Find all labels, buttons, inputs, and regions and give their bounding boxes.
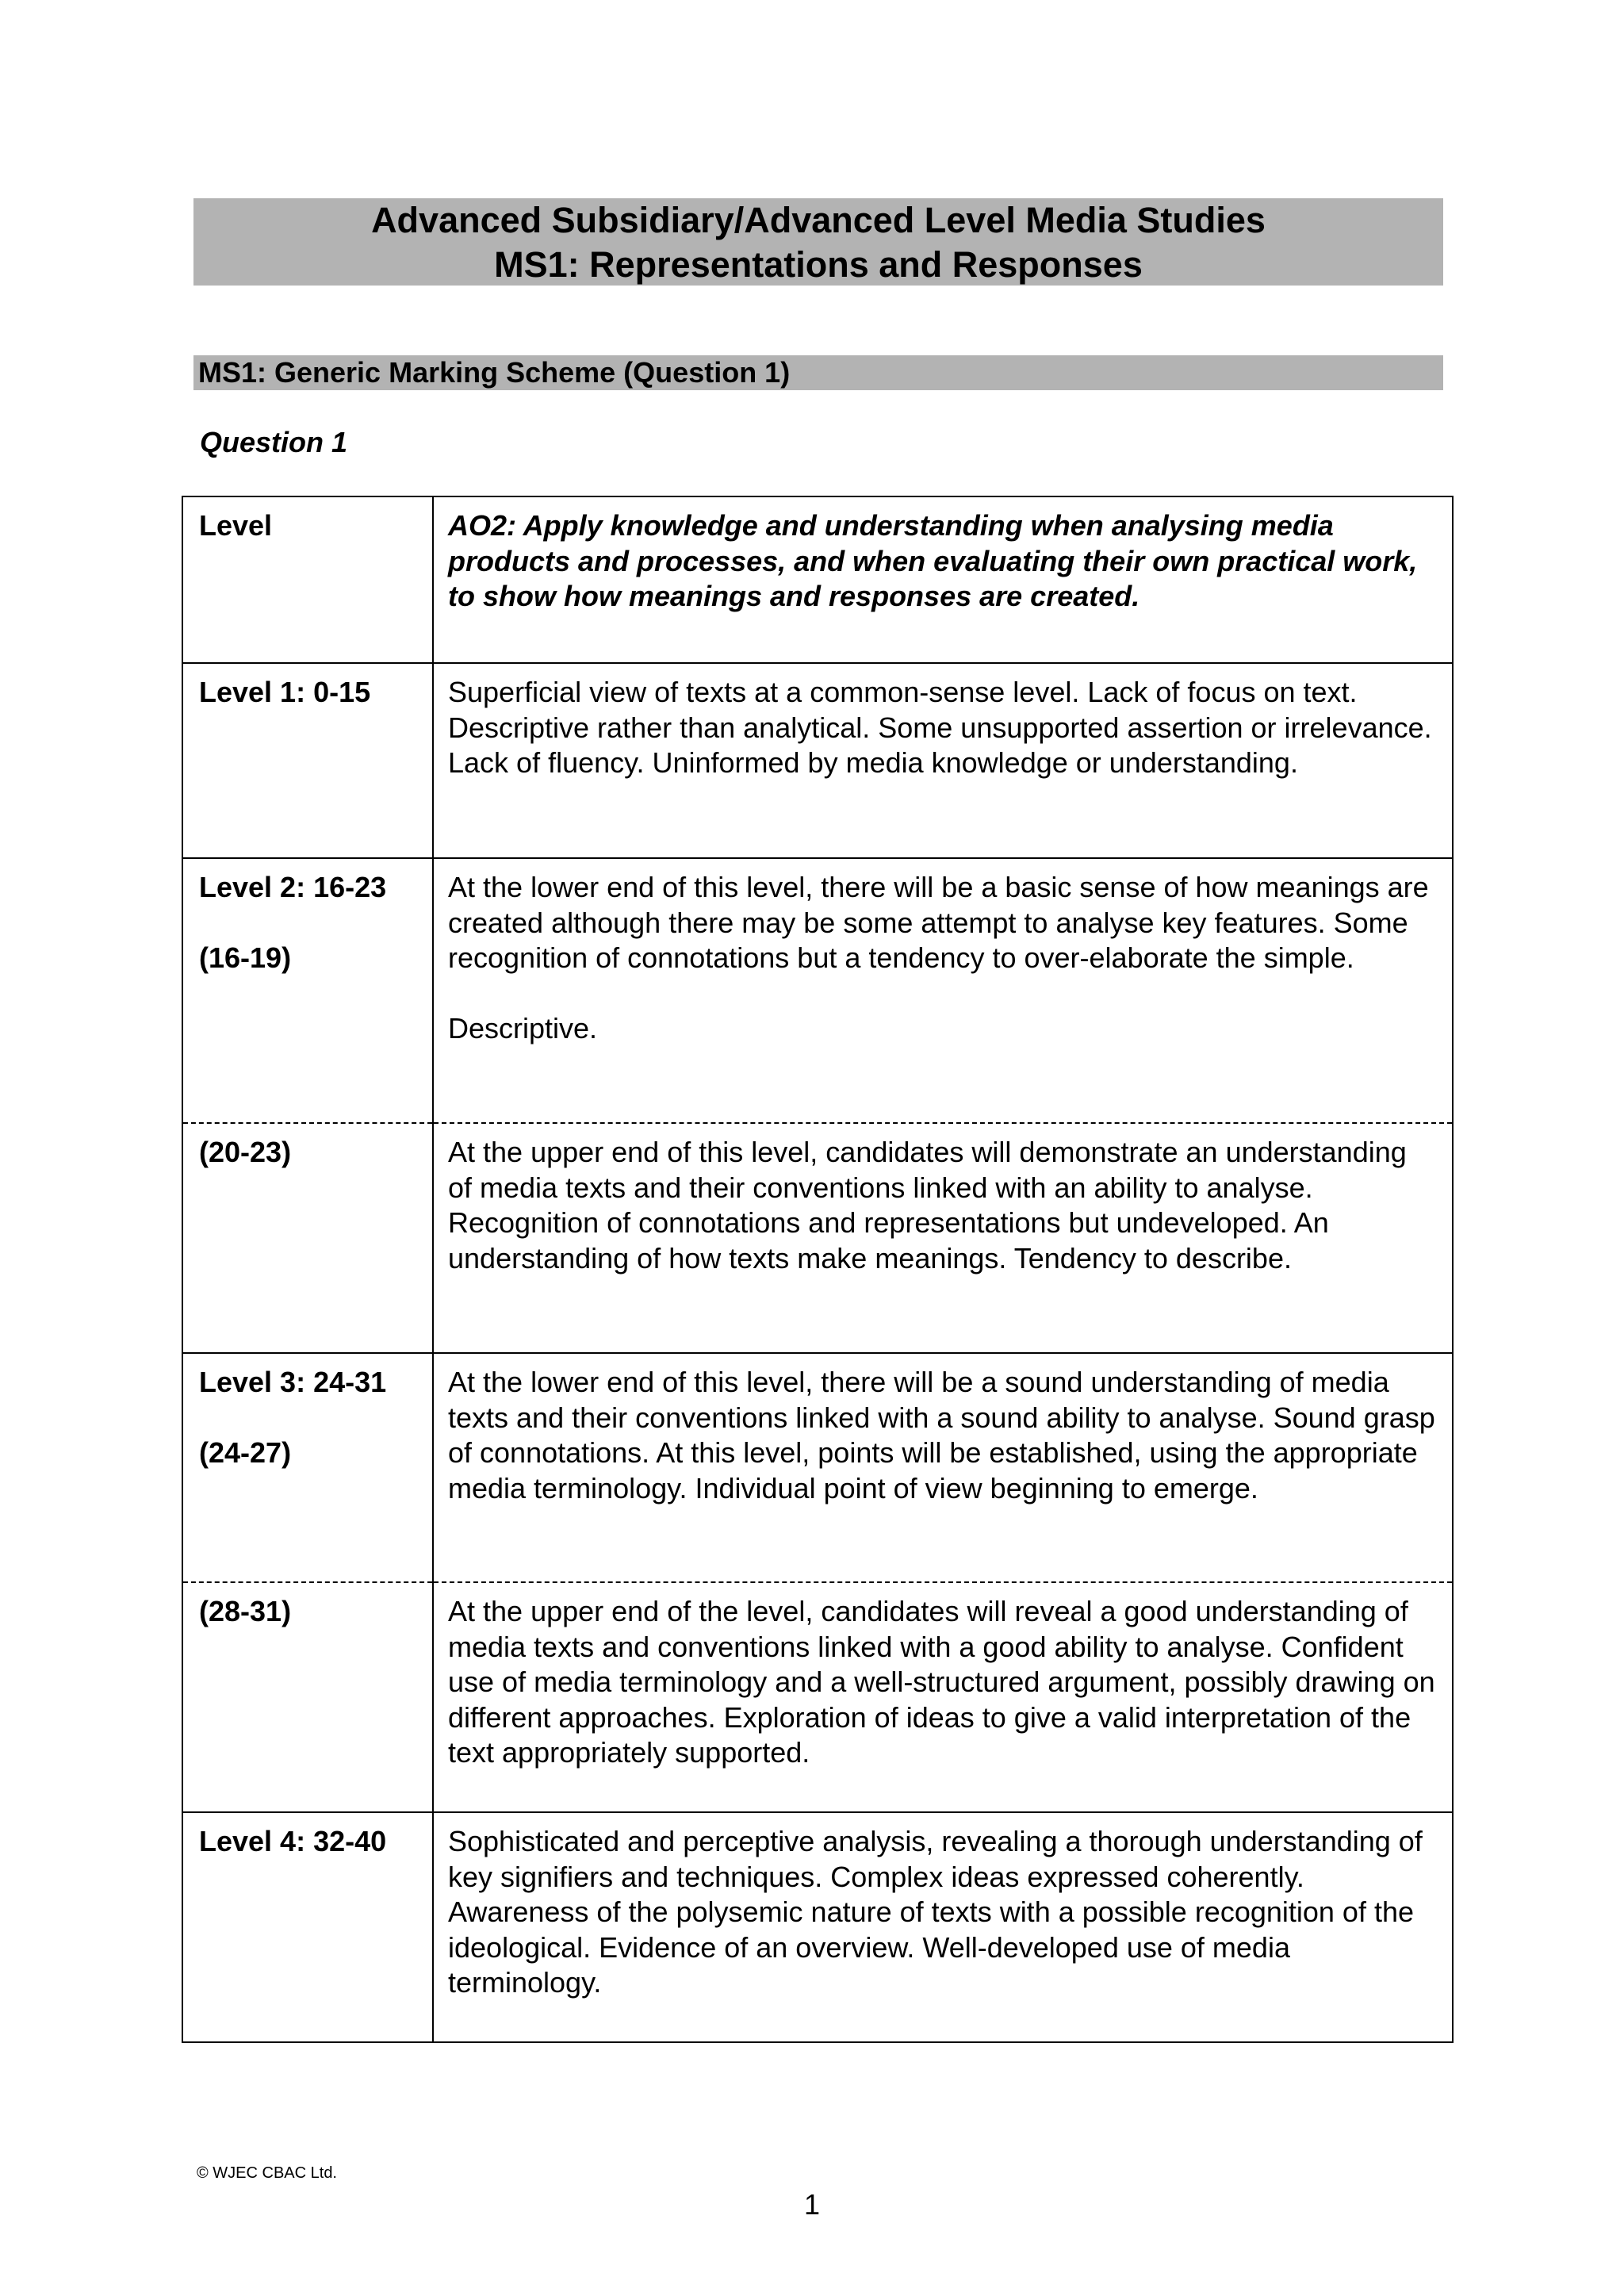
level-cell — [182, 858, 433, 1123]
level-label: Level 3: 24-31 — [199, 1366, 387, 1398]
descriptor-text-extra: Descriptive. — [448, 1011, 598, 1045]
descriptor-cell — [433, 858, 1453, 1123]
title-line-2: MS1: Representations and Responses — [494, 244, 1143, 285]
level-label: Level 2: 16-23 — [199, 871, 387, 903]
table-row — [182, 1582, 1453, 1812]
section-heading: MS1: Generic Marking Scheme (Question 1) — [193, 355, 1443, 390]
title-line-1: Advanced Subsidiary/Advanced Level Media Studies — [371, 200, 1266, 240]
header-level-cell: Level — [182, 496, 433, 663]
header-ao-cell: AO2: Apply knowledge and understanding when analysing media products and processes, and when evaluating their own practical work, to show how meanings and responses are created. — [433, 496, 1453, 663]
table-row — [182, 1123, 1453, 1353]
level-cell — [182, 1353, 433, 1582]
copyright-notice: © WJEC CBAC Ltd. — [197, 2164, 337, 2182]
descriptor-cell: At the upper end of this level, candidates will demonstrate an understanding of media texts and their conventions linked with an ability to analyse. Recognition of connotations and representations but undeveloped. An understanding of how texts make meanings. Tendency to describe. — [433, 1123, 1453, 1353]
table-row — [182, 1353, 1453, 1582]
level-cell: (20-23) — [182, 1123, 433, 1353]
question-label: Question 1 — [200, 426, 348, 458]
descriptor-cell: Sophisticated and perceptive analysis, revealing a thorough understanding of key signifiers and techniques. Complex ideas expressed coherently. Awareness of the polysemic nature of texts with a possible recognition of the ideological. Evidence of an overview. Well-developed use of media terminology. — [433, 1812, 1453, 2042]
descriptor-cell: Superficial view of texts at a common-sense level. Lack of focus on text. Descriptive rather than analytical. Some unsupported assertion or irrelevance. Lack of fluency. Uninformed by media knowledge or understanding. — [433, 663, 1453, 858]
table-row — [182, 858, 1453, 1123]
level-sub-range: (24-27) — [199, 1435, 292, 1469]
descriptor-text: At the lower end of this level, there will be a basic sense of how meanings are created although there may be some attempt to analyse key features. Some recognition of connotations but a tendency to over-elaborate the simple. — [448, 871, 1429, 974]
table-row — [182, 663, 1453, 858]
level-sub-range: (16-19) — [199, 941, 292, 974]
level-cell: (28-31) — [182, 1582, 433, 1812]
page-number: 1 — [803, 2188, 821, 2221]
descriptor-cell: At the lower end of this level, there will be a sound understanding of media texts and their conventions linked with a sound ability to analyse. Sound grasp of connotations. At this level, points will be established, using the appropriate media terminology. Individual point of view beginning to emerge. — [433, 1353, 1453, 1582]
table-header-row — [182, 496, 1453, 663]
table-row — [182, 1812, 1453, 2042]
level-cell: Level 1: 0-15 — [182, 663, 433, 858]
level-cell: Level 4: 32-40 — [182, 1812, 433, 2042]
descriptor-cell: At the upper end of the level, candidates will reveal a good understanding of media texts and conventions linked with a good ability to analyse. Confident use of media terminology and a well-structured argument, possibly drawing on different approaches. Exploration of ideas to give a valid interpretation of the text appropriately supported. — [433, 1582, 1453, 1812]
marking-scheme-table — [182, 496, 1454, 2043]
document-title — [193, 198, 1443, 286]
